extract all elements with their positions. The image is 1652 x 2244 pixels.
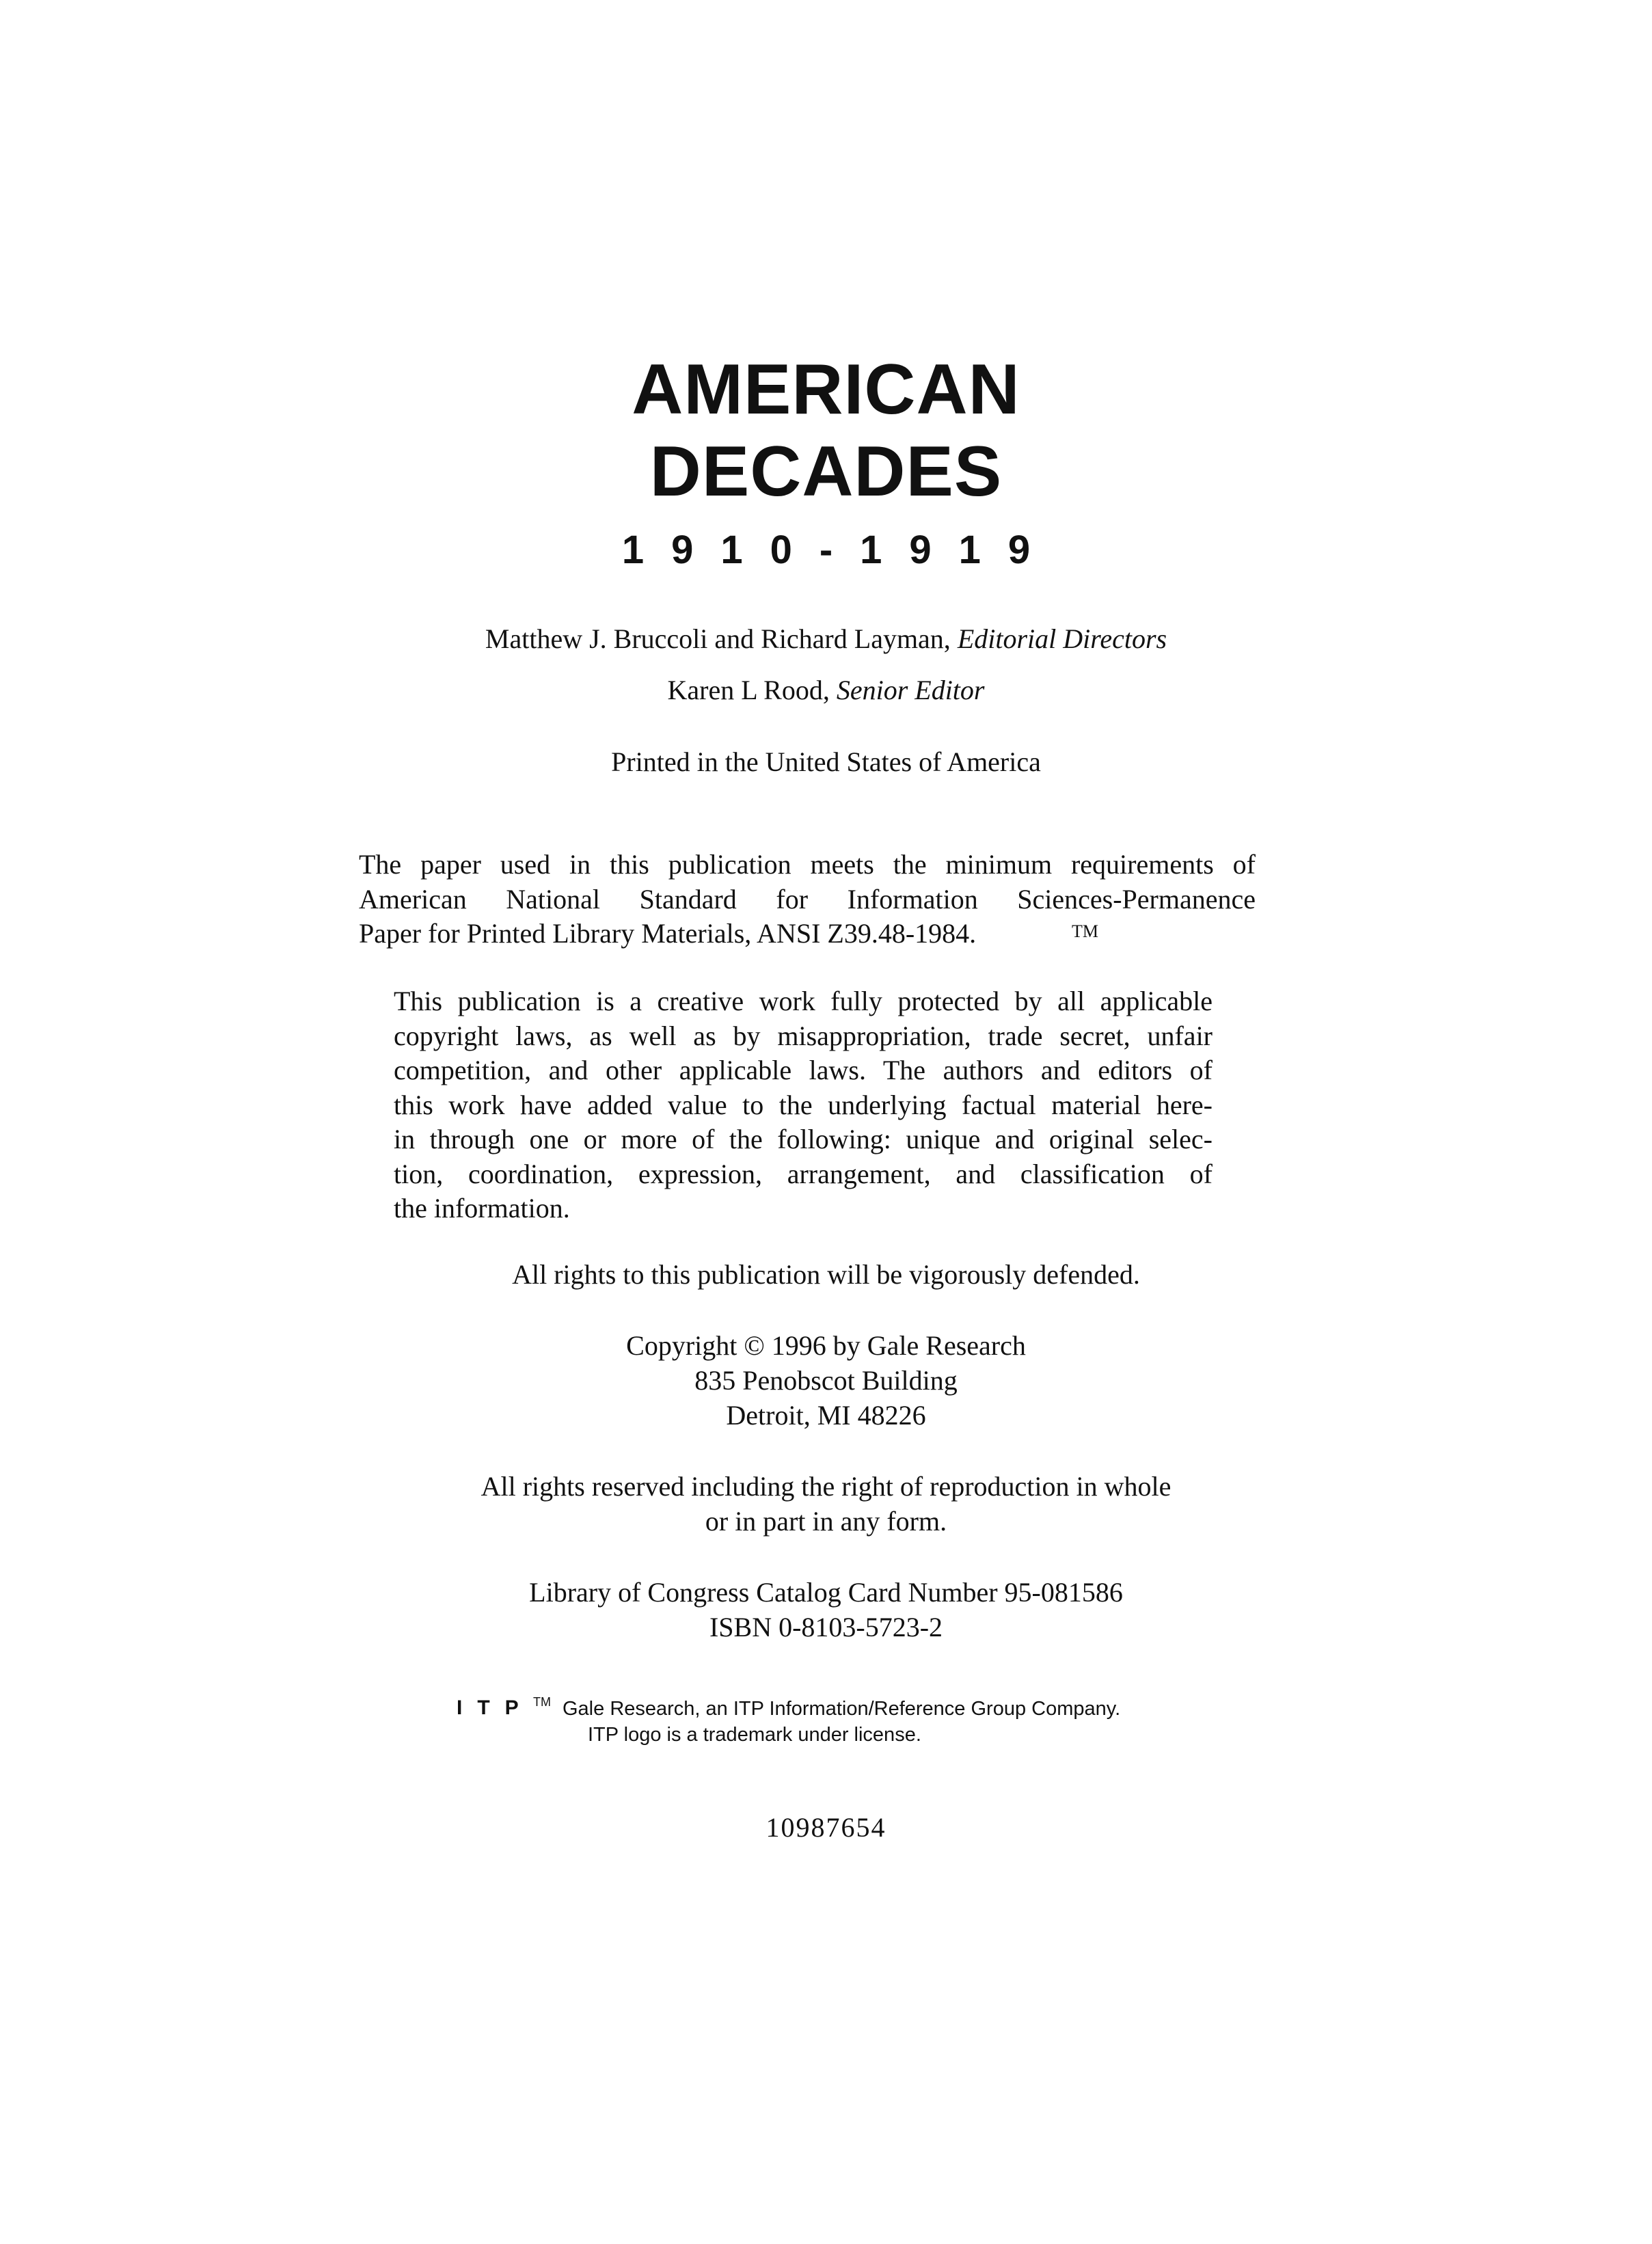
protection-notice bbox=[394, 984, 1213, 1226]
reserved-line-2: or in part in any form. bbox=[705, 1506, 947, 1537]
paper-notice-line: Paper for Printed Library Materials, ANSI Z39.48-1984. bbox=[359, 918, 977, 949]
protection-notice-line: tion, coordination, expression, arrangement, and classification of bbox=[394, 1158, 1213, 1189]
paper-notice bbox=[359, 848, 1256, 951]
printing-number-line: 10987654 bbox=[766, 1812, 886, 1843]
rights-defended: All rights to this publication will be vigorously defended. bbox=[512, 1259, 1140, 1290]
protection-notice-line: the information. bbox=[394, 1193, 570, 1224]
paper-notice-line: American National Standard for Information Sciences-Permanence bbox=[359, 883, 1256, 915]
senior-editor-name: Karen L Rood, bbox=[667, 675, 837, 705]
reserved-line-1: All rights reserved including the right of reproduction in whole bbox=[480, 1471, 1172, 1502]
paper-notice-line: The paper used in this publication meets the minimum requirements of bbox=[359, 849, 1256, 880]
editorial-directors-line bbox=[0, 622, 1652, 656]
editorial-directors-names: Matthew J. Bruccoli and Richard Layman, bbox=[485, 623, 958, 654]
copyright-line: Copyright © 1996 by Gale Research bbox=[626, 1330, 1026, 1361]
title-american: AMERICAN bbox=[632, 350, 1020, 429]
isbn-line: ISBN 0-8103-5723-2 bbox=[709, 1612, 943, 1643]
printed-in-usa: Printed in the United States of America bbox=[611, 746, 1041, 777]
protection-notice-line: This publication is a creative work fully protected by all applicable bbox=[394, 986, 1213, 1016]
senior-editor-role: Senior Editor bbox=[836, 675, 985, 705]
paper-trademark-mark: TM bbox=[1072, 921, 1098, 941]
itp-trademark-line: ITP logo is a trademark under license. bbox=[588, 1724, 921, 1746]
title-years: 1910-1919 bbox=[621, 528, 1058, 572]
editorial-directors-role: Editorial Directors bbox=[957, 623, 1167, 654]
publisher-address-city: Detroit, MI 48226 bbox=[726, 1400, 926, 1431]
protection-notice-line: copyright laws, as well as by misappropriation, trade secret, unfair bbox=[394, 1020, 1213, 1051]
itp-company-line: Gale Research, an ITP Information/Reference Group Company. bbox=[563, 1698, 1121, 1720]
publisher-address-street: 835 Penobscot Building bbox=[694, 1365, 958, 1396]
itp-logo: ITP bbox=[457, 1696, 534, 1719]
title-decades: DECADES bbox=[649, 432, 1003, 511]
itp-logo-trademark: TM bbox=[533, 1695, 551, 1709]
protection-notice-line: this work have added value to the underlying factual material here- bbox=[394, 1089, 1213, 1120]
protection-notice-line: competition, and other applicable laws. The authors and editors of bbox=[394, 1055, 1213, 1085]
lccn-line: Library of Congress Catalog Card Number 95-081586 bbox=[529, 1577, 1123, 1608]
protection-notice-line: in through one or more of the following: unique and original selec- bbox=[394, 1124, 1213, 1154]
senior-editor-line bbox=[0, 673, 1652, 707]
